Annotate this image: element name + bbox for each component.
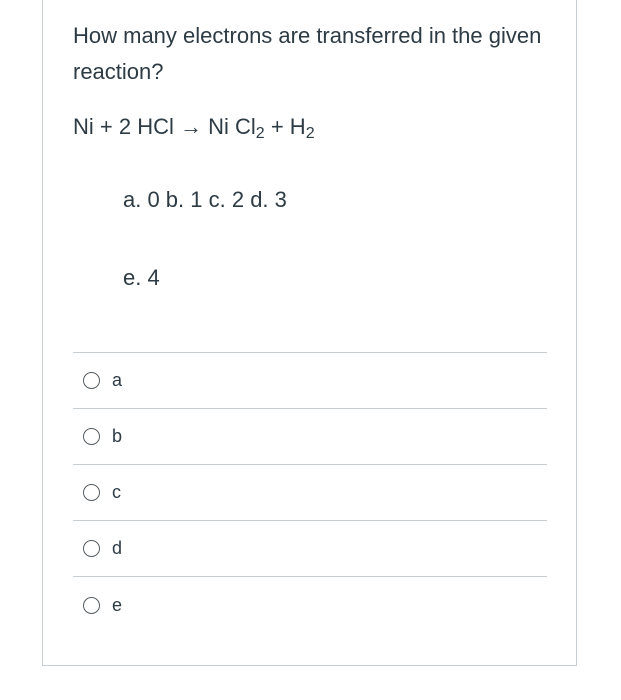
- equation-plus: +: [270, 114, 284, 139]
- answer-option-a[interactable]: [73, 352, 547, 408]
- question-text: How many electrons are transferred in the given reaction?: [73, 23, 542, 84]
- equation-arrow: →: [179, 114, 202, 139]
- equation-product-nicl: Ni $Cl_2$: [208, 114, 265, 142]
- answer-option-b[interactable]: [73, 408, 547, 464]
- choices-text-line2: e. 4: [123, 265, 160, 290]
- answer-label[interactable]: c: [112, 482, 121, 502]
- answer-label[interactable]: b: [112, 426, 123, 446]
- answer-list: [73, 352, 547, 633]
- answer-option-d[interactable]: [73, 520, 547, 576]
- radio-button[interactable]: [83, 484, 100, 501]
- answer-option-c[interactable]: [73, 464, 547, 520]
- chemical-equation: [73, 110, 315, 144]
- radio-button[interactable]: [83, 597, 100, 614]
- radio-button[interactable]: [83, 540, 100, 557]
- radio-button[interactable]: [83, 428, 100, 445]
- choices-text-line1: a. 0 b. 1 c. 2 d. 3: [123, 187, 287, 212]
- answer-option-e[interactable]: [73, 576, 547, 633]
- radio-button[interactable]: [83, 372, 100, 389]
- equation-reactants: Ni + 2 HCl: [73, 114, 174, 139]
- answer-label[interactable]: e: [112, 594, 123, 615]
- answer-label[interactable]: a: [112, 370, 123, 390]
- equation-product-h: $H_2$: [289, 114, 315, 142]
- answer-label[interactable]: d: [112, 538, 123, 558]
